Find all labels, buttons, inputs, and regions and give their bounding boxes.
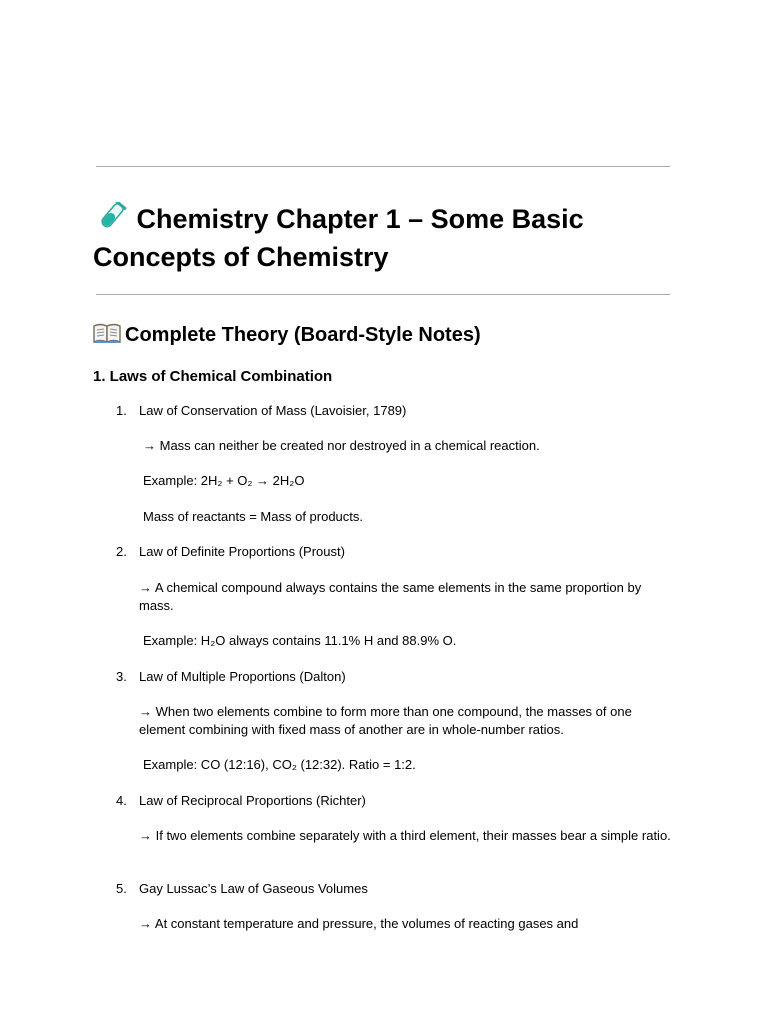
- page-title-text: Chemistry Chapter 1 – Some Basic Concepts of Chemistry: [93, 204, 584, 272]
- law-name: Gay Lussac’s Law of Gaseous Volumes: [139, 881, 368, 896]
- law-statement: → Mass can neither be created nor destroyed in a chemical reaction.: [143, 438, 540, 453]
- list-number: 2.: [116, 544, 127, 559]
- law-extra: Mass of reactants = Mass of products.: [143, 509, 364, 524]
- list-number: 1.: [116, 403, 127, 418]
- law-statement: → When two elements combine to form more than one compound, the masses of one element combining with fixed mass of another are in whole-number ratios.: [139, 704, 632, 737]
- list-number: 5.: [116, 881, 127, 896]
- law-name: Law of Conservation of Mass (Lavoisier, 1789): [139, 403, 407, 418]
- law-example: Example: 2H₂ + O₂ → 2H₂O: [143, 473, 305, 488]
- law-statement: → A chemical compound always contains the same elements in the same proportion by mass.: [139, 580, 642, 613]
- law-name: Law of Reciprocal Proportions (Richter): [139, 793, 366, 808]
- section-heading-text: Complete Theory (Board-Style Notes): [125, 324, 481, 346]
- law-example: Example: H₂O always contains 11.1% H and 88.9% O.: [143, 633, 457, 648]
- open-book-icon: [93, 322, 121, 344]
- law-statement: → At constant temperature and pressure, the volumes of reacting gases and: [139, 916, 579, 931]
- subsection-heading: 1. Laws of Chemical Combination: [93, 368, 333, 385]
- law-name: Law of Definite Proportions (Proust): [139, 544, 345, 559]
- law-example: Example: CO (12:16), CO₂ (12:32). Ratio = 1:2.: [143, 757, 416, 772]
- horizontal-rule: [96, 166, 670, 167]
- page-title: [93, 200, 693, 276]
- law-name: Law of Multiple Proportions (Dalton): [139, 669, 346, 684]
- list-number: 3.: [116, 669, 127, 684]
- list-number: 4.: [116, 793, 127, 808]
- law-statement: → If two elements combine separately with a third element, their masses bear a simple ratio.: [139, 828, 671, 843]
- section-heading: [93, 321, 481, 349]
- horizontal-rule: [96, 294, 670, 295]
- test-tube-icon: [93, 202, 129, 232]
